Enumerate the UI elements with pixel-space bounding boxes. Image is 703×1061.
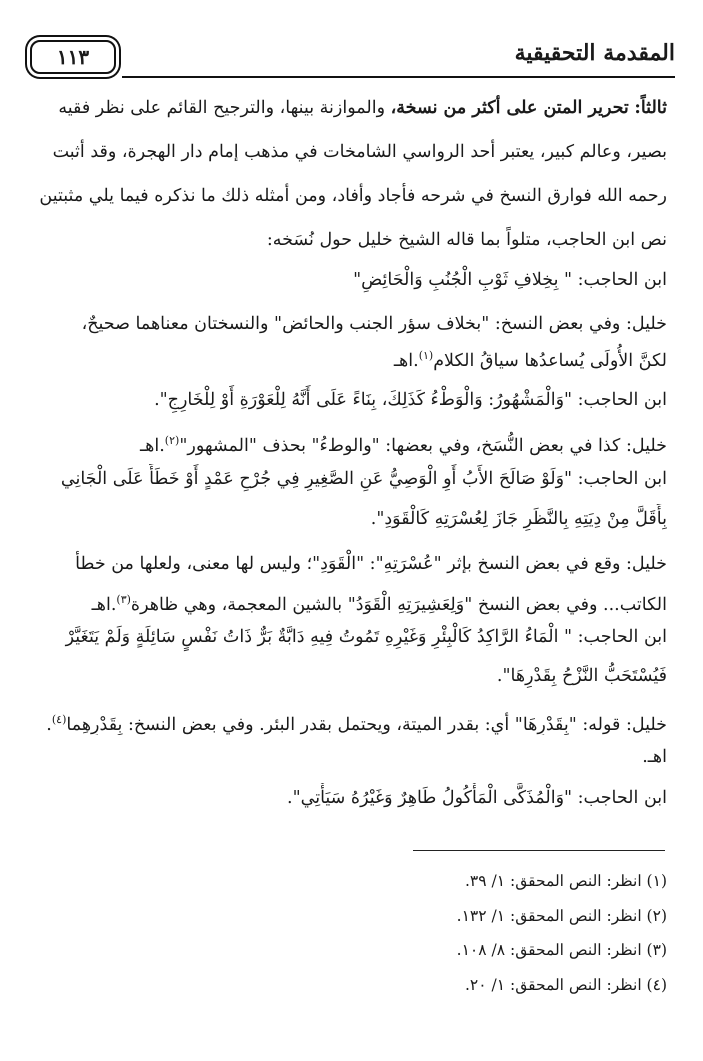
header-rule: [122, 76, 675, 78]
running-title: المقدمة التحقيقية: [514, 40, 675, 66]
paragraph-line: رحمه الله فوارق النسخ في شرحه فأجاد وأفاد، ومن أمثله ذلك ما نذكره فيما يلي مثبتين: [39, 186, 667, 206]
commentary-line: [39, 585, 667, 615]
footnote-ref: (٢): [164, 434, 180, 447]
footnote: (١) انظر: النص المحقق: ١/ ٣٩.: [464, 872, 667, 890]
footnote-separator: [413, 850, 665, 851]
page-number-badge: [30, 40, 116, 74]
paragraph-line: نص ابن الحاجب، متلواً بما قاله الشيخ خليل حول نُسَخه:: [266, 230, 667, 250]
commentary-line: [39, 426, 667, 456]
quote-line: ابن الحاجب: " الْمَاءُ الرَّاكِدُ كَالْبِئْرِ وَغَيْرِهِ تَمُوتُ فِيهِ دَابَّةٌ بَرٌّ ذَاتُ نَفْسٍ سَائِلَةٍ وَلَمْ يَتَغَيَّرْ: [65, 627, 667, 647]
page-header: [30, 38, 675, 82]
quote-line: ابن الحاجب: "وَالْمَشْهُورُ: وَالْوَطْءُ كَذَلِكَ، بِنَاءً عَلَى أَنَّهُ لِلْعَوْرَةِ أَوْ لِلْخَارِجِ".: [154, 390, 667, 410]
text-run: .اهـ: [393, 350, 419, 371]
commentary-line: [39, 341, 667, 371]
footnote: (٣) انظر: النص المحقق: ٨/ ١٠٨.: [456, 941, 667, 959]
footnote-ref: (١): [418, 349, 434, 362]
page-number: ١١٣: [56, 45, 90, 69]
footnote-ref: (٣): [116, 593, 131, 606]
text-run: خليل: قوله: "بِقَدْرِهَا" أي: بقدر الميتة، ويحتمل بقدر البئر. وفي بعض النسخ: بِقَدْرِهِما: [66, 714, 667, 735]
bold-phrase: تحرير المتن على أكثر من نسخة،: [390, 98, 629, 118]
quote-line: فَيُسْتَحَبُّ النَّزْحُ بِقَدْرِهَا".: [496, 666, 667, 686]
text-run: .: [46, 714, 52, 735]
quote-line: ابن الحاجب: "وَالْمُذَكَّى الْمَأْكُولُ طَاهِرٌ وَغَيْرُهُ سَيَأْتِي".: [287, 788, 667, 808]
text-run: والموازنة بينها، والترجيح القائم على نظر فقيه: [58, 98, 386, 118]
text-run: .اهـ: [91, 594, 117, 615]
text-run: لكنَّ الأُولَى يُساعدُها سياقُ الكلام: [433, 350, 667, 371]
quote-line: بِأَقَلَّ مِنْ دِيَتِهِ بِالنَّظَرِ جَازَ لِعُسْرَتِهِ كَالْقَوَدِ".: [370, 509, 667, 529]
quote-line: ابن الحاجب: " بِخِلافِ ثَوْبِ الْجُنُبِ وَالْحَائِضِ": [353, 270, 667, 290]
commentary-line: اهـ.: [642, 747, 667, 767]
text-run: .اهـ: [140, 435, 165, 456]
text-run: خليل: كذا في بعض النُّسَخ، وفي بعضها: "والوطءُ" بحذف "المشهور": [179, 435, 667, 456]
quote-line: ابن الحاجب: "وَلَوْ صَالَحَ الأَبُ أَوِ الْوَصِيُّ عَنِ الصَّغِيرِ فِي جُرْحِ عَمْدٍ أَوْ خَطَأً عَلَى الْجَانِي: [60, 469, 667, 489]
footnote-ref: (٤): [51, 713, 67, 726]
section-label: ثالثاً:: [634, 98, 667, 118]
footnote: (٢) انظر: النص المحقق: ١/ ١٣٢.: [456, 907, 667, 925]
commentary-line: خليل: وفي بعض النسخ: "بخلاف سؤر الجنب والحائض" والنسختان معناهما صحيحٌ،: [81, 314, 667, 334]
commentary-line: خليل: وقع في بعض النسخ بإثر "عُسْرَتِهِ": "الْقَوَدِ"؛ وليس لها معنى، ولعلها من خطأ: [75, 554, 667, 574]
paragraph-line: [39, 93, 667, 123]
commentary-line: [39, 705, 667, 735]
text-run: الكاتب... وفي بعض النسخ "وَلِعَشِيرَتِهِ الْقَوَدُ" بالشين المعجمة، وهي ظاهرة: [130, 594, 667, 615]
paragraph-line: بصير، وعالم كبير، يعتبر أحد الرواسي الشامخات في مذهب إمام دار الهجرة، وقد أثبت: [52, 142, 667, 162]
footnote: (٤) انظر: النص المحقق: ١/ ٢٠.: [464, 976, 667, 994]
